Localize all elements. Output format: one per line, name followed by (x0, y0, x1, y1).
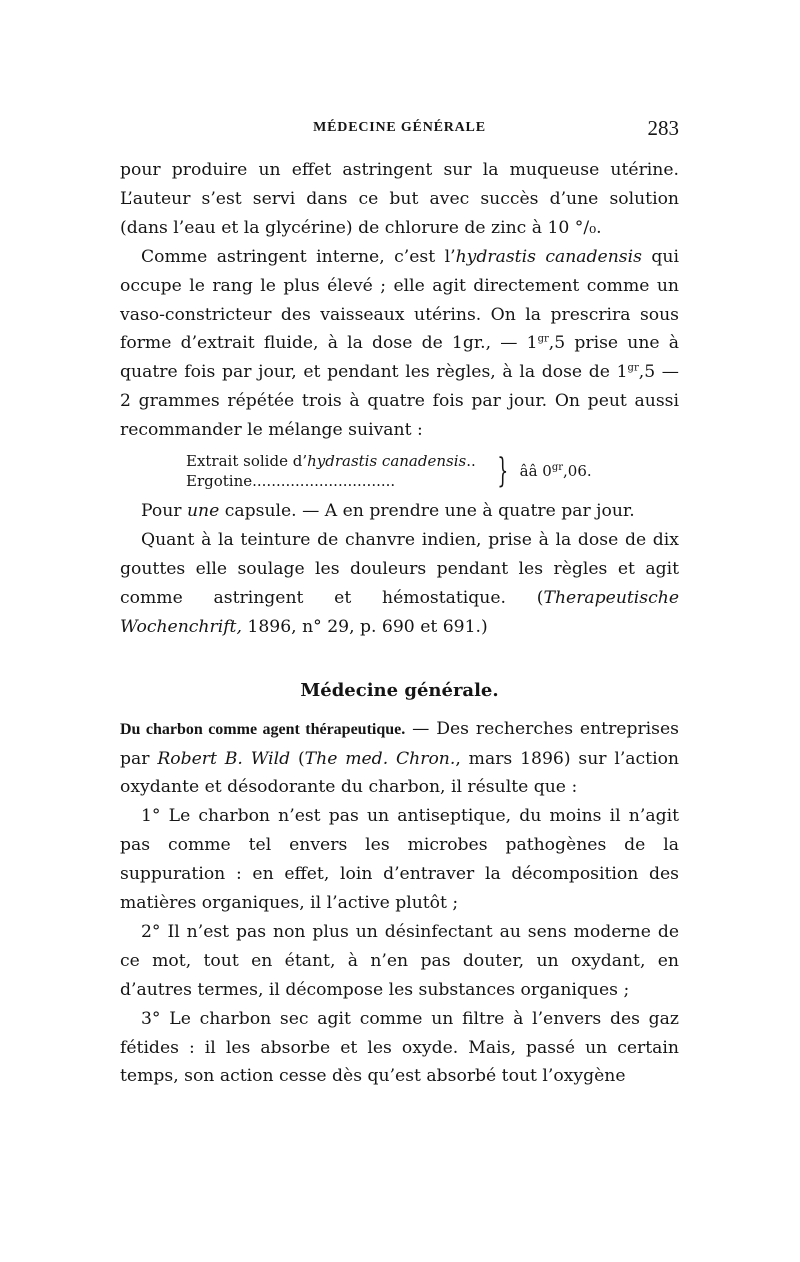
running-title: MÉDECINE GÉNÉRALE (313, 120, 486, 135)
paragraph-charbon-intro (120, 715, 679, 803)
leader-dots: .. (466, 452, 476, 471)
formula-ingredients (186, 451, 490, 491)
superscript: gr (627, 362, 639, 374)
paragraph-hydrastis (120, 243, 679, 445)
text-run: Comme astringent interne, c’est l’ (141, 246, 456, 267)
text-run: ,5 — 2 grammes répétée trois à quatre fois par jour. On peut aussi recommander le mélange suivant : (120, 362, 679, 441)
text-run: Extrait solide d’ (186, 452, 308, 471)
formula-dose (520, 461, 592, 481)
italic-journal: The med. Chron. (304, 748, 456, 769)
formula-line-ergotine: Ergotine.............................. (186, 472, 396, 491)
superscript: gr (537, 333, 549, 345)
italic-author: Robert B. Wild (157, 748, 291, 769)
italic-citation: Therapeutische Wochenchrift, (120, 587, 679, 637)
text-run: ââ 0 (519, 462, 552, 481)
formula-line-extract (186, 451, 490, 471)
text-run: Pour (141, 501, 187, 522)
section-title: Médecine générale. (300, 679, 499, 701)
text-run: , mars 1896) sur l’action oxydante et désodorante du charbon, il résulte que : (120, 748, 680, 798)
text-run: ( (290, 748, 305, 769)
prescription-formula (186, 451, 679, 491)
text-run: qui occupe le rang le plus élevé ; elle agit directement comme un vaso-constricteur des vaisseaux utérins. On la prescrira sous forme d’extrait fluide, à la dose de 1gr., — 1 (120, 246, 679, 354)
text-run: — Des recherches entreprises par (120, 718, 679, 769)
paragraph-point-1: 1° Le charbon n’est pas un antiseptique, du moins il n’agit pas comme tel envers les microbes pathogènes de la suppuration : en effet, loin d’entraver la décomposition des matières organiques, il l’active plutôt ; (120, 806, 679, 914)
text-run: capsule. — A en prendre une à quatre par jour. (219, 501, 635, 522)
article-heading: Du charbon comme agent thérapeutique. (120, 720, 406, 738)
paragraph-point-3: 3° Le charbon sec agit comme un filtre à l’envers des gaz fétides : il les absorbe et les oxyde. Mais, passé un certain temps, son action cesse dès qu’est absorbé tout l’oxygène (120, 1008, 679, 1087)
text-run: Quant à la teinture de chanvre indien, prise à la dose de dix gouttes elle soulage les douleurs pendant les règles et agit comme astringent et hémostatique. ( (120, 529, 679, 608)
italic-term: hydrastis canadensis (455, 246, 642, 267)
italic-term: hydrastis canadensis (307, 452, 467, 471)
superscript: gr (551, 462, 564, 474)
paragraph-capsule (120, 497, 679, 526)
text-run: ,06. (563, 462, 592, 481)
italic-term: une (186, 501, 220, 522)
brace-icon: } (497, 451, 509, 492)
running-header (120, 118, 679, 144)
paragraph-point-2: 2° Il n’est pas non plus un désinfectant au sens moderne de ce mot, tout en étant, à n’en pas douter, un oxydant, en d’autres termes, il décompose les substances organiques ; (120, 921, 679, 1000)
paragraph-astringent-solution: pour produire un effet astringent sur la muqueuse utérine. L’auteur s’est servi dans ce but avec succès d’une solution (dans l’eau et la glycérine) de chlorure de zinc à 10 °/₀. (120, 160, 679, 238)
text-run: ,5 prise une à quatre fois par jour, et pendant les règles, à la dose de 1 (120, 333, 679, 383)
paragraph-chanvre (120, 526, 679, 642)
page-number: 283 (647, 116, 679, 140)
text-run: 1896, n° 29, p. 690 et 691.) (241, 616, 488, 637)
